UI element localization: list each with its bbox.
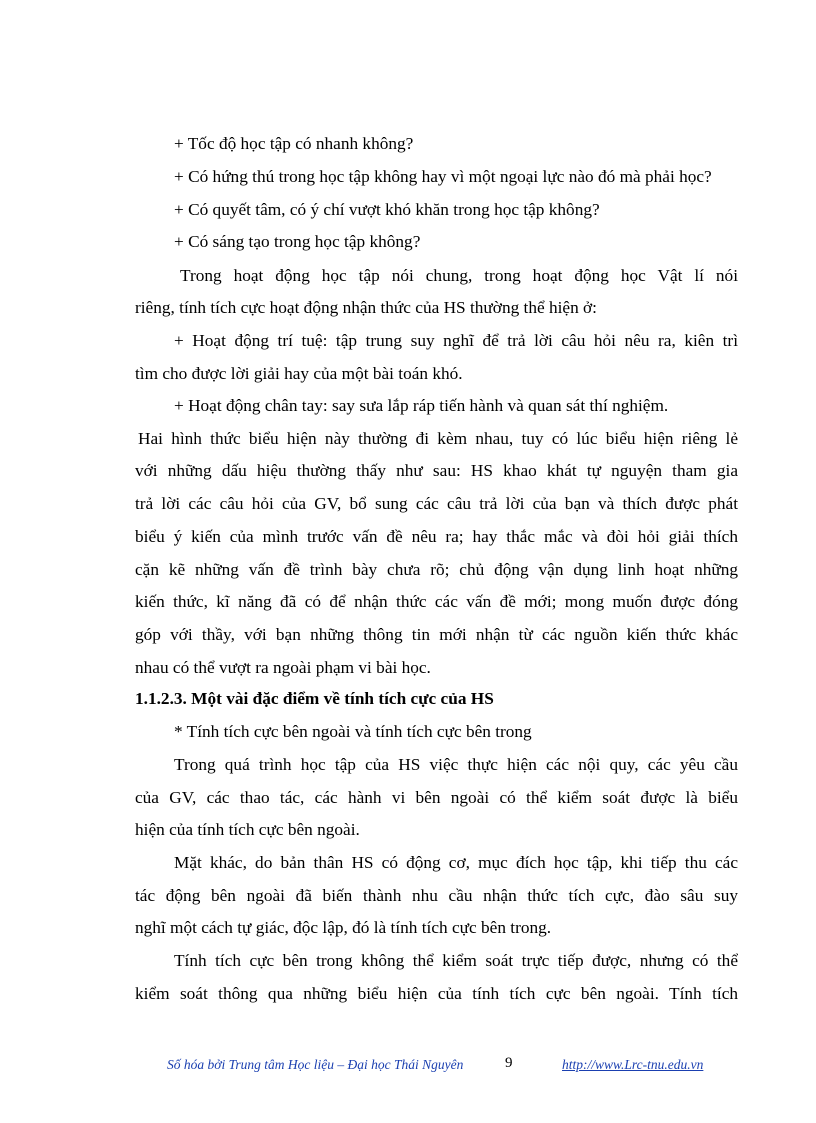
- paragraph-line: + Có hứng thú trong học tập không hay vì một ngoại lực nào đó mà phải học?: [174, 167, 712, 186]
- paragraph-line: + Có sáng tạo trong học tập không?: [174, 232, 421, 251]
- paragraph-line: Trong hoạt động học tập nói chung, trong hoạt động học Vật lí nói: [180, 266, 738, 285]
- paragraph-line: biểu ý kiến của mình trước vấn đề nêu ra; hay thắc mắc và đòi hỏi giải thích: [135, 527, 738, 546]
- footer-source: Số hóa bởi Trung tâm Học liệu – Đại học Thái Nguyên: [167, 1057, 464, 1072]
- paragraph-line: trả lời các câu hỏi của GV, bổ sung các câu trả lời của bạn và thích được phát: [135, 494, 738, 513]
- paragraph-line: nghĩ một cách tự giác, độc lập, đó là tính tích cực bên trong.: [135, 918, 552, 937]
- paragraph-line: kiểm soát thông qua những biểu hiện của tính tích cực bên ngoài. Tính tích: [135, 984, 738, 1003]
- paragraph-line: tác động bên ngoài đã biến thành nhu cầu nhận thức tích cực, đào sâu suy: [135, 886, 738, 905]
- paragraph-line: góp với thầy, với bạn những thông tin mới nhận từ các nguồn kiến thức khác: [135, 625, 738, 644]
- paragraph-line: với những dấu hiệu thường thấy như sau: HS khao khát tự nguyện tham gia: [135, 461, 738, 480]
- section-heading: 1.1.2.3. Một vài đặc điểm về tính tích cực của HS: [135, 689, 494, 708]
- paragraph-line: + Hoạt động trí tuệ: tập trung suy nghĩ để trả lời câu hỏi nêu ra, kiên trì: [174, 331, 738, 350]
- paragraph-line: Tính tích cực bên trong không thể kiểm soát trực tiếp được, nhưng có thể: [174, 951, 738, 970]
- paragraph-line: Mặt khác, do bản thân HS có động cơ, mục đích học tập, khi tiếp thu các: [174, 853, 738, 872]
- page-number: 9: [505, 1055, 513, 1071]
- subheading-line: * Tính tích cực bên ngoài và tính tích cực bên trong: [174, 722, 532, 741]
- footer-url-link[interactable]: http://www.Lrc-tnu.edu.vn: [562, 1057, 704, 1072]
- paragraph-line: nhau có thể vượt ra ngoài phạm vi bài học.: [135, 658, 431, 677]
- paragraph-line: kiến thức, kĩ năng đã có để nhận thức các vấn đề mới; mong muốn được đóng: [135, 592, 738, 611]
- paragraph-line: + Có quyết tâm, có ý chí vượt khó khăn trong học tập không?: [174, 200, 600, 219]
- paragraph-line: riêng, tính tích cực hoạt động nhận thức của HS thường thể hiện ở:: [135, 298, 597, 317]
- paragraph-line: của GV, các thao tác, các hành vi bên ngoài có thể kiểm soát được là biểu: [135, 788, 738, 807]
- paragraph-line: Hai hình thức biểu hiện này thường đi kèm nhau, tuy có lúc biểu hiện riêng lẻ: [138, 429, 738, 448]
- paragraph-line: hiện của tính tích cực bên ngoài.: [135, 820, 360, 839]
- paragraph-line: + Tốc độ học tập có nhanh không?: [174, 134, 414, 153]
- paragraph-line: cặn kẽ những vấn đề trình bày chưa rõ; chủ động vận dụng linh hoạt những: [135, 560, 738, 579]
- paragraph-line: tìm cho được lời giải hay của một bài toán khó.: [135, 364, 463, 383]
- paragraph-line: Trong quá trình học tập của HS việc thực hiện các nội quy, các yêu cầu: [174, 755, 738, 774]
- paragraph-line: + Hoạt động chân tay: say sưa lắp ráp tiến hành và quan sát thí nghiệm.: [174, 396, 669, 415]
